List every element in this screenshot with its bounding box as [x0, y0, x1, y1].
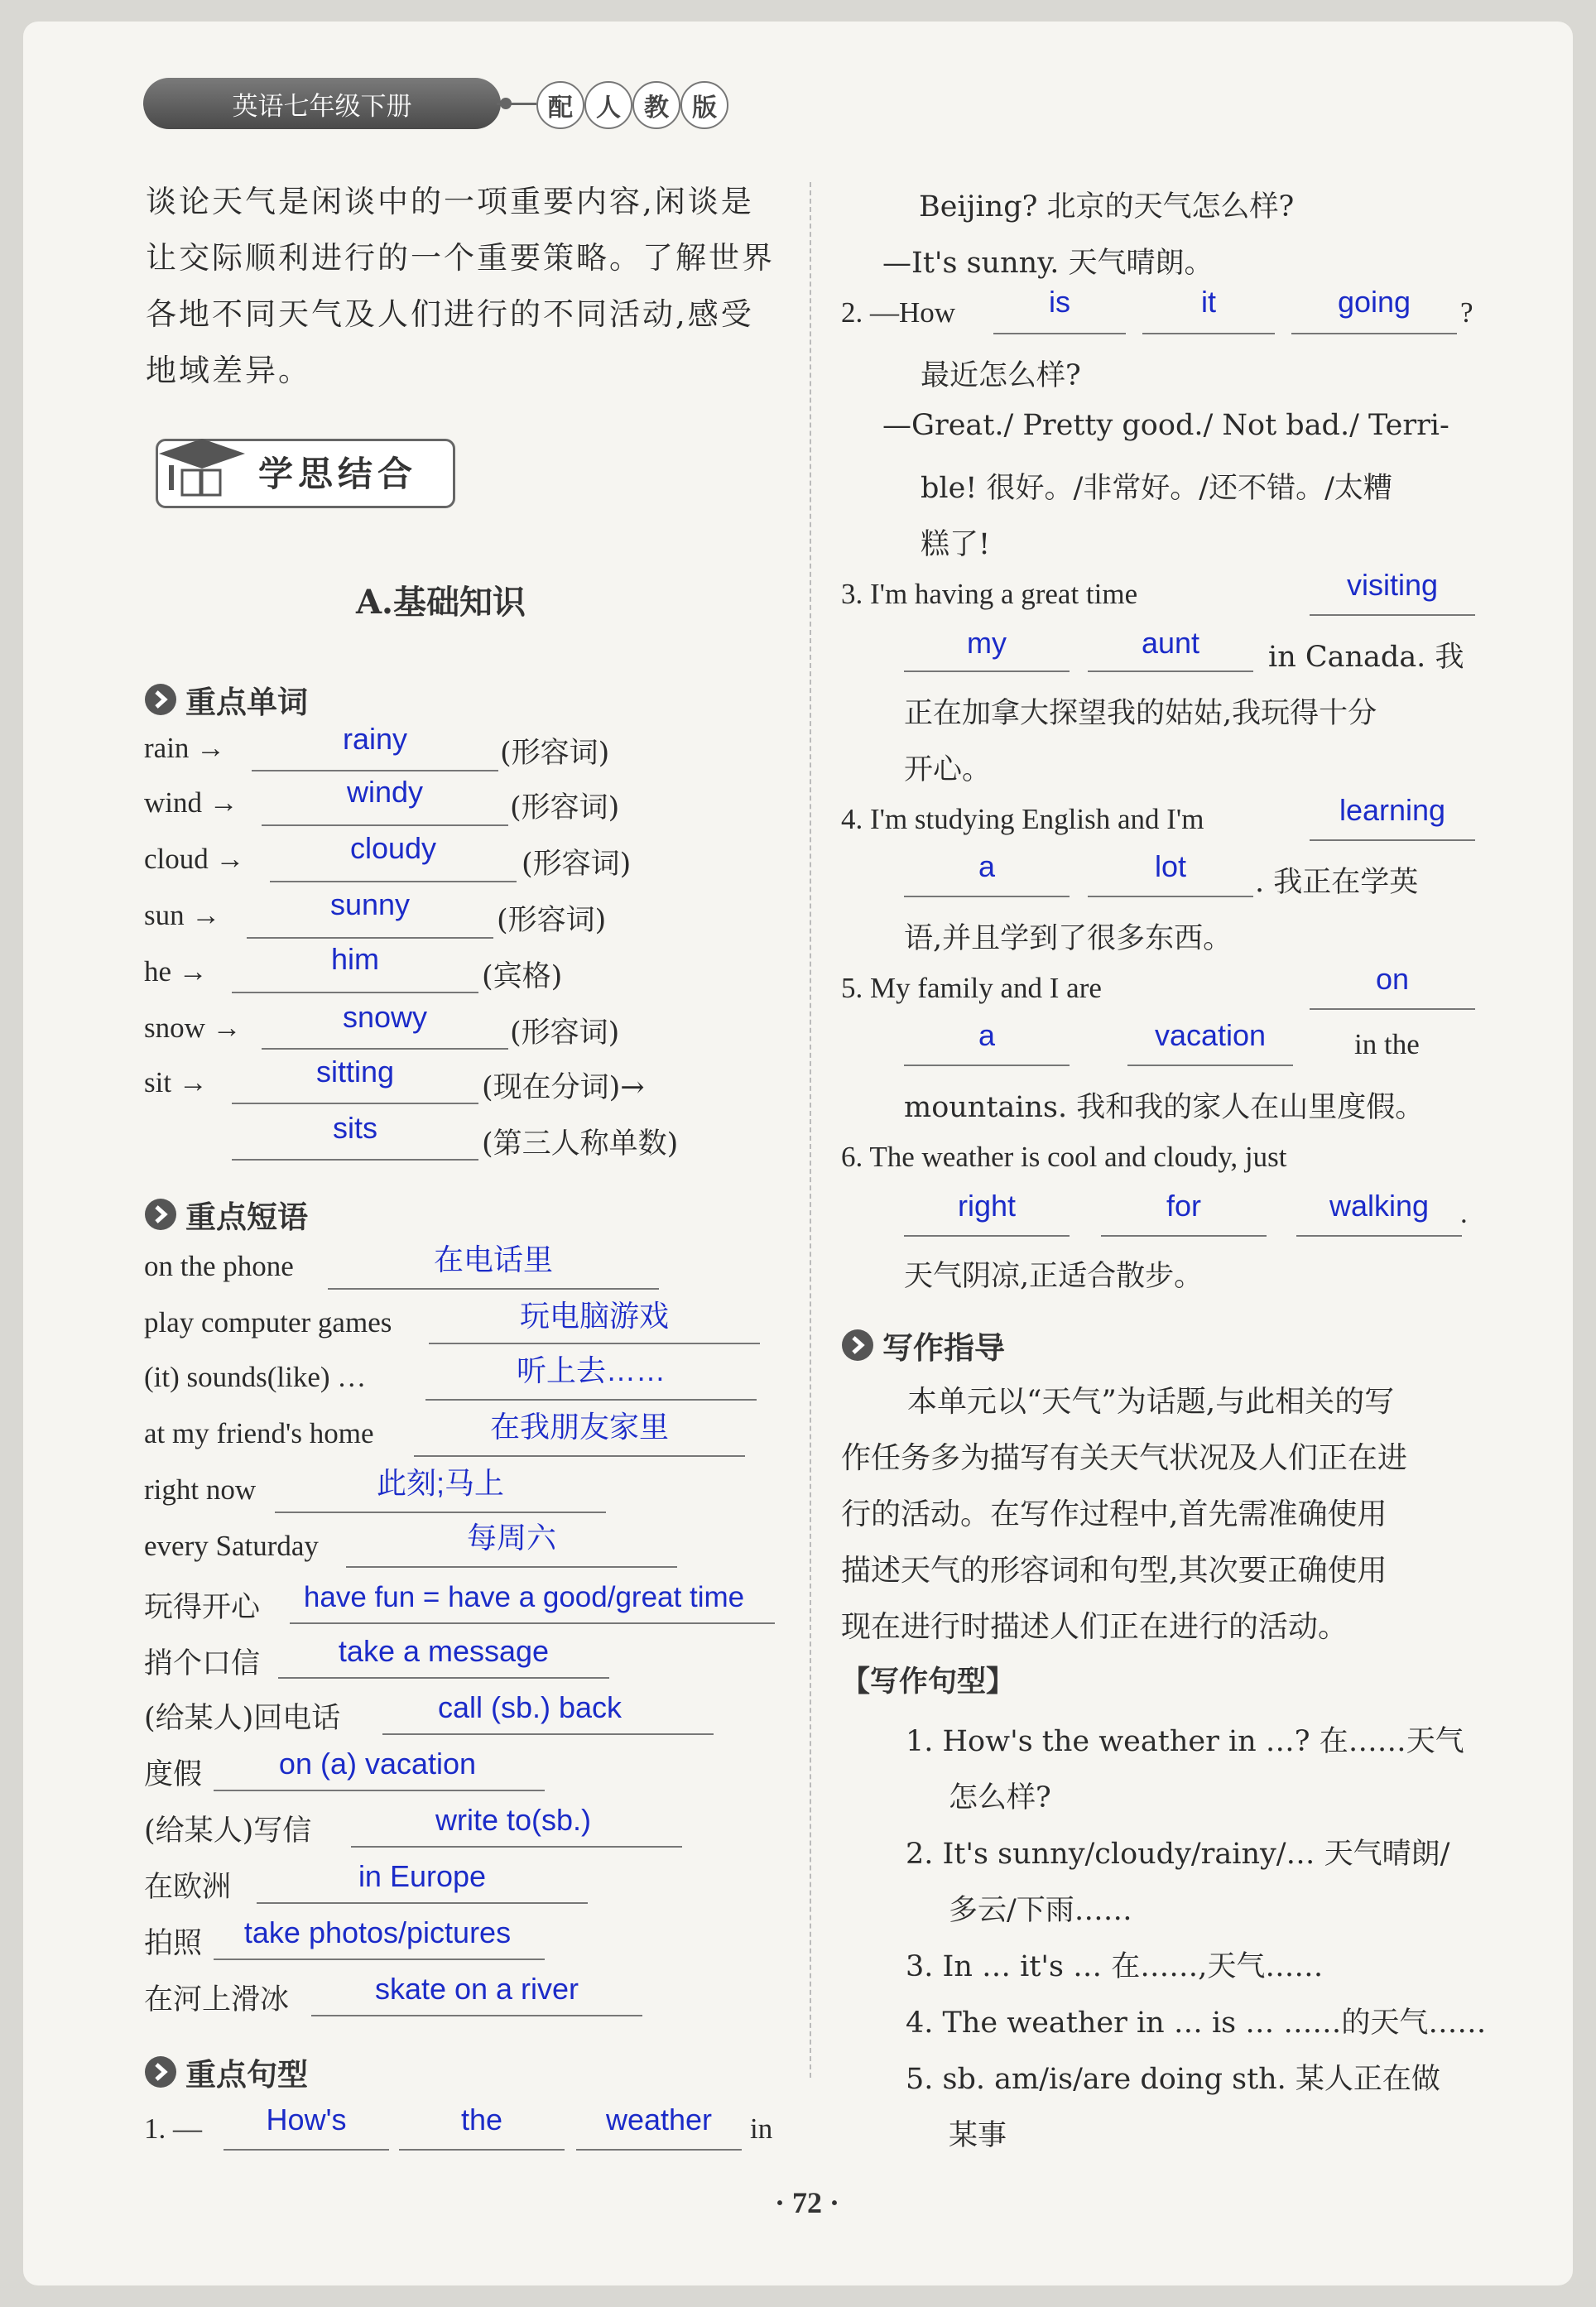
answer: call (sb.) back [437, 1690, 623, 1724]
sentence-text: in Canada. 我 [1268, 641, 1464, 674]
answer: rainy [342, 722, 408, 756]
answer-line [1310, 614, 1475, 616]
answer: sunny [329, 887, 411, 921]
sentences-heading [144, 2050, 308, 2094]
sentence-text: 最近怎么样? [921, 359, 1081, 392]
writing-heading [841, 1323, 1005, 1367]
answer: visiting [1346, 568, 1439, 602]
answer: 在我朋友家里 [489, 1410, 669, 1444]
answer-line [290, 1622, 775, 1624]
answer: in Europe [358, 1859, 487, 1893]
phrase-prompt: every Saturday [144, 1530, 319, 1562]
phrase-prompt: right now [144, 1473, 257, 1506]
sentence-text: in [750, 2112, 773, 2145]
word-note: (形容词) [510, 1017, 620, 1050]
answer: going [1337, 285, 1411, 319]
answer-line [262, 824, 508, 826]
answer: write to(sb.) [435, 1803, 592, 1837]
answer-line [214, 1959, 545, 1960]
phrase-prompt: 在河上滑冰 [144, 1983, 290, 2016]
answer: 听上去…… [516, 1353, 666, 1387]
answer-line [904, 670, 1070, 672]
answer: the [460, 2103, 503, 2136]
sentence-text: mountains. 我和我的家人在山里度假。 [904, 1091, 1425, 1124]
answer: weather [605, 2103, 713, 2136]
edition-badge-1: 配 [536, 81, 584, 129]
phrase-prompt: on the phone [144, 1250, 294, 1282]
answer: cloudy [349, 831, 437, 865]
word-prompt: he → [144, 955, 208, 988]
sentence-text: 4. I'm studying English and I'm [841, 803, 1204, 835]
answer: sits [333, 1111, 377, 1145]
answer-line [1296, 1235, 1462, 1237]
answer-line [257, 1902, 588, 1904]
intro-paragraph [146, 174, 775, 399]
answer: sitting [315, 1055, 395, 1089]
answer-line [232, 1159, 478, 1161]
intro-line: 让交际顺利进行的一个重要策略。了解世界 [146, 240, 775, 276]
sentence-text: 语,并且学到了很多东西。 [904, 922, 1233, 955]
answer-line [252, 770, 498, 771]
writing-line: 本单元以“天气”为话题,与此相关的写 [907, 1385, 1395, 1419]
answer-line [425, 1399, 757, 1401]
answer: a [978, 1018, 996, 1052]
chevron-circle-icon [144, 2055, 177, 2088]
phrase-prompt: at my friend's home [144, 1417, 374, 1449]
answer-line [576, 2149, 742, 2151]
sentences-heading-text: 重点句型 [185, 2057, 308, 2093]
sentence-text: Beijing? 北京的天气怎么样? [919, 190, 1295, 223]
answer: is [1049, 285, 1070, 319]
sentence-text: —It's sunny. 天气晴朗。 [882, 247, 1214, 280]
writing-line: 描述天气的形容词和句型,其次要正确使用 [841, 1554, 1387, 1588]
sentence-text: 糕了! [921, 528, 991, 561]
answer-line [224, 2149, 389, 2151]
pattern-line: 多云/下雨…… [949, 1894, 1132, 1927]
pattern-line: 5. sb. am/is/are doing sth. 某人正在做 [906, 2063, 1440, 2096]
writing-paragraph [841, 1374, 1503, 1656]
edition-badge-3: 教 [632, 81, 680, 129]
answer-line [904, 1065, 1070, 1066]
answer-line [1142, 333, 1275, 334]
edition-badge-4: 版 [680, 81, 728, 129]
sentence-number: 1. — [144, 2112, 202, 2145]
pattern-line: 4. The weather in … is … ……的天气…… [906, 2007, 1487, 2040]
phrase-prompt: 玩得开心 [144, 1591, 261, 1624]
word-note: (形容词) [500, 737, 610, 770]
answer-line [414, 1455, 745, 1457]
word-prompt: sit → [144, 1066, 208, 1098]
phrases-heading [144, 1192, 308, 1237]
words-heading [144, 677, 308, 722]
answer-line [247, 937, 493, 939]
answer: aunt [1141, 626, 1200, 660]
sentence-text: . 我正在学英 [1255, 866, 1419, 899]
word-prompt: snow → [144, 1012, 242, 1044]
book-title-badge [143, 78, 501, 129]
answer: learning [1339, 793, 1446, 827]
patterns-list [906, 1713, 1502, 2164]
sentence-text: . [1460, 1197, 1468, 1229]
word-note: (形容词) [522, 848, 632, 881]
chevron-circle-icon [841, 1329, 874, 1362]
answer-line [382, 1733, 714, 1735]
pattern-line: 某事 [949, 2119, 1007, 2152]
answer-line [1088, 670, 1253, 672]
sentence-text: 5. My family and I are [841, 972, 1102, 1004]
answer-line [1310, 839, 1475, 841]
answer-line [399, 2149, 565, 2151]
word-note: (第三人称单数) [482, 1127, 679, 1161]
word-note: (形容词) [510, 791, 620, 824]
answer-line [328, 1288, 659, 1290]
answer: How's [266, 2103, 347, 2136]
answer: take a message [338, 1634, 550, 1668]
word-note: (宾格) [482, 960, 563, 993]
sentence-text: 开心。 [904, 753, 992, 786]
section-title: 学思结合 [258, 454, 418, 494]
answer-line [351, 1846, 682, 1848]
sentence-text: —Great./ Pretty good./ Not bad./ Terri- [882, 409, 1449, 442]
answer: my [967, 626, 1007, 660]
writing-line: 现在进行时描述人们正在进行的活动。 [841, 1610, 1348, 1644]
sentence-text: in the [1354, 1028, 1420, 1060]
patterns-title: 【写作句型】 [841, 1665, 1016, 1699]
intro-line: 谈论天气是闲谈中的一项重要内容,闲谈是 [146, 184, 754, 219]
answer: him [330, 942, 379, 976]
word-note: (形容词) [497, 904, 607, 937]
intro-line: 各地不同天气及人们进行的不同活动,感受 [146, 296, 754, 332]
answer-line [262, 1048, 508, 1050]
words-heading-text: 重点单词 [185, 685, 308, 720]
answer: 玩电脑游戏 [519, 1299, 669, 1333]
answer: take photos/pictures [243, 1915, 512, 1949]
answer: right [957, 1189, 1017, 1223]
answer-line [214, 1790, 545, 1791]
chevron-circle-icon [144, 1198, 177, 1231]
answer: have fun = have a good/great time [303, 1581, 745, 1613]
answer: on [1375, 962, 1410, 996]
answer: lot [1154, 849, 1187, 883]
answer-line [270, 881, 517, 882]
answer: snowy [342, 1000, 428, 1034]
sentence-text: 天气阴凉,正适合散步。 [904, 1260, 1204, 1293]
answer: walking [1329, 1189, 1430, 1223]
sentence-text: 6. The weather is cool and cloudy, just [841, 1141, 1287, 1173]
answer-line [429, 1343, 760, 1344]
answer: on (a) vacation [278, 1747, 477, 1781]
chevron-circle-icon [144, 683, 177, 716]
column-divider [810, 182, 811, 2078]
word-prompt: sun → [144, 899, 221, 931]
pattern-line: 1. How's the weather in …? 在……天气 [906, 1725, 1464, 1758]
word-prompt: cloud → [144, 843, 245, 875]
phrase-prompt: (it) sounds(like) … [144, 1361, 367, 1393]
pattern-line: 2. It's sunny/cloudy/rainy/… 天气晴朗/ [906, 1838, 1450, 1871]
phrase-prompt: 拍照 [144, 1927, 203, 1960]
edition-badge-2: 人 [584, 81, 632, 129]
phrase-prompt: (给某人)回电话 [144, 1702, 341, 1735]
answer-line [904, 1235, 1070, 1237]
phrases-heading-text: 重点短语 [185, 1199, 308, 1235]
word-note: (现在分词)→ [482, 1071, 645, 1104]
answer: a [978, 849, 996, 883]
header-dot [500, 98, 512, 109]
sentence-text: ble! 很好。/非常好。/还不错。/太糟 [921, 472, 1392, 505]
book-title: 英语七年级下册 [232, 91, 412, 122]
phrase-prompt: 度假 [144, 1758, 203, 1791]
answer-line [311, 2015, 642, 2016]
phrase-prompt: (给某人)写信 [144, 1814, 312, 1848]
intro-line: 地域差异。 [146, 353, 311, 388]
answer: windy [346, 775, 424, 809]
sentence-text: 正在加拿大探望我的姑姑,我玩得十分 [904, 697, 1377, 730]
answer-line [1127, 1065, 1293, 1066]
answer: it [1201, 285, 1216, 319]
phrase-prompt: play computer games [144, 1306, 392, 1339]
answer-line [275, 1512, 606, 1513]
answer: 此刻;马上 [376, 1466, 504, 1500]
part-title: A.基础知识 [356, 583, 526, 622]
word-prompt: wind → [144, 786, 238, 819]
writing-heading-text: 写作指导 [882, 1330, 1005, 1366]
word-prompt: rain → [144, 732, 226, 764]
phrase-prompt: 捎个口信 [144, 1647, 261, 1680]
answer-line [278, 1677, 609, 1679]
pattern-line: 3. In … it's … 在……,天气…… [906, 1950, 1324, 1983]
answer-line [1310, 1008, 1475, 1010]
sentence-text: 3. I'm having a great time [841, 578, 1138, 610]
writing-line: 作任务多为描写有关天气状况及人们正在进 [841, 1441, 1408, 1475]
page-number: · 72 · [775, 2186, 840, 2219]
answer: 每周六 [466, 1521, 556, 1555]
writing-line: 行的活动。在写作过程中,首先需准确使用 [841, 1497, 1387, 1531]
answer: 在电话里 [433, 1242, 553, 1276]
answer-line [993, 333, 1126, 334]
answer-line [904, 896, 1070, 897]
answer: skate on a river [374, 1972, 579, 2006]
sentence-text: ? [1460, 296, 1473, 329]
graduation-cap-icon [151, 429, 250, 503]
answer-line [1291, 333, 1457, 334]
sentence-number: 2. —How [841, 296, 956, 329]
answer-line [1101, 1235, 1267, 1237]
answer-line [232, 992, 478, 993]
answer-line [1088, 896, 1253, 897]
answer: vacation [1154, 1018, 1267, 1052]
answer: for [1166, 1189, 1201, 1223]
pattern-line: 怎么样? [949, 1781, 1051, 1814]
phrase-prompt: 在欧洲 [144, 1871, 232, 1904]
answer-line [232, 1103, 478, 1104]
answer-line [346, 1566, 677, 1568]
